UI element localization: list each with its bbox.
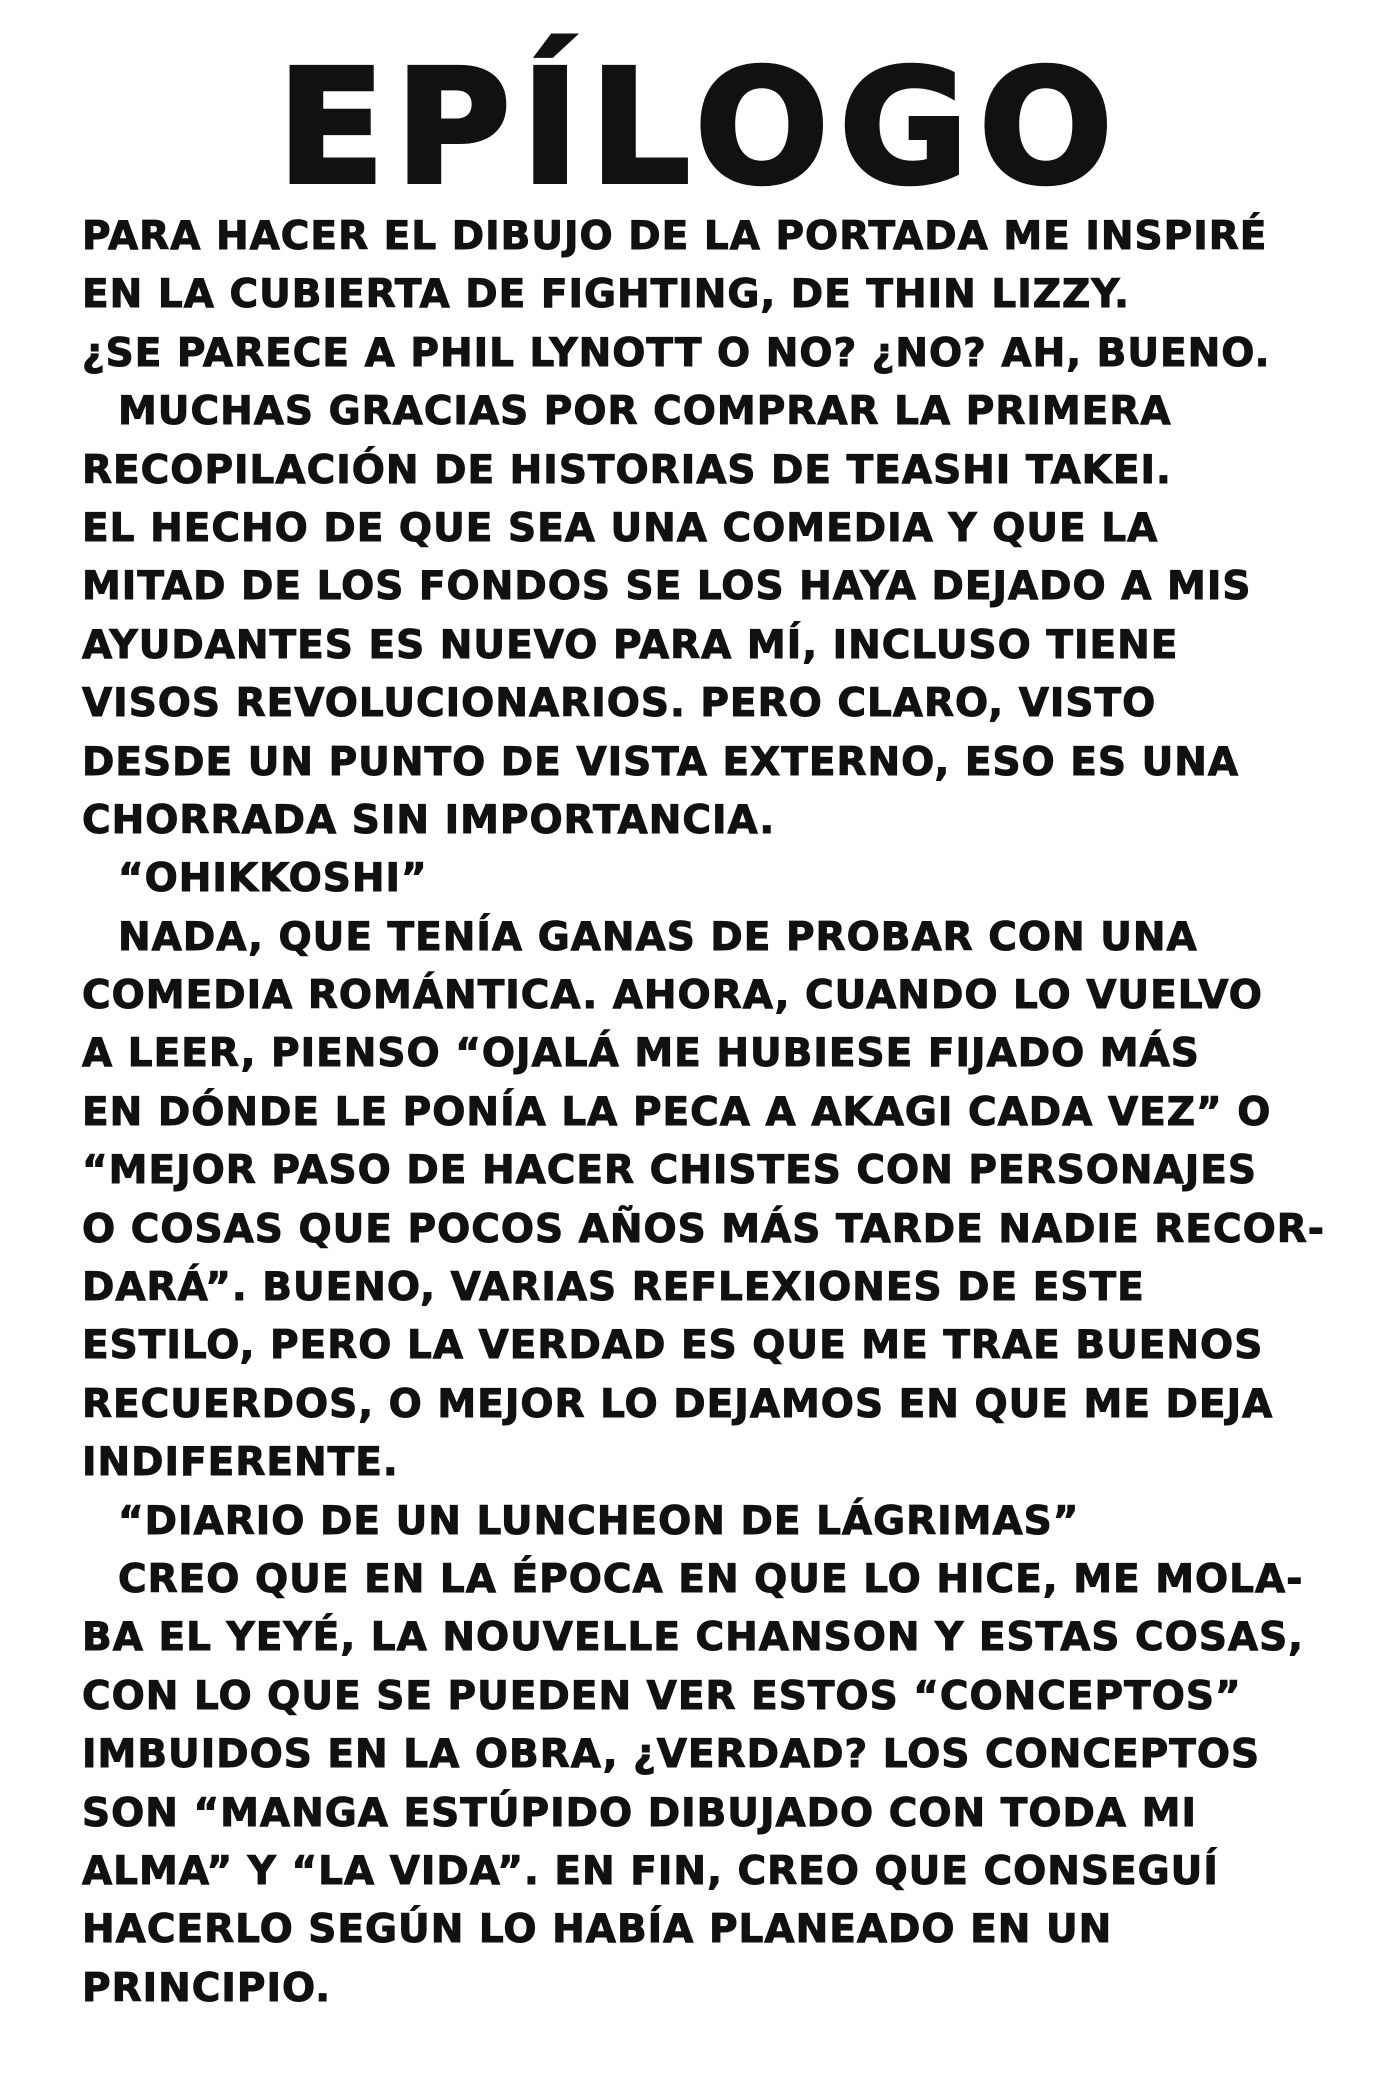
text-line: HACERLO SEGÚN LO HABÍA PLANEADO EN UN — [82, 1907, 1113, 1953]
section-heading-diario: “DIARIO DE UN LUNCHEON DE LÁGRIMAS” — [118, 1498, 1080, 1544]
text-line: EL HECHO DE QUE SEA UNA COMEDIA Y QUE LA — [82, 505, 1159, 551]
text-line: EN DÓNDE LE PONÍA LA PECA A AKAGI CADA VEZ” O — [82, 1089, 1272, 1135]
text-line: A LEER, PIENSO “OJALÁ ME HUBIESE FIJADO MÁS — [82, 1031, 1200, 1077]
text-line: CHORRADA SIN IMPORTANCIA. — [82, 797, 776, 843]
text-line: RECOPILACIÓN DE HISTORIAS DE TEASHI TAKEI. — [82, 447, 1172, 493]
text-line: IMBUIDOS EN LA OBRA, ¿VERDAD? LOS CONCEPTOS — [82, 1732, 1261, 1778]
text-line: ALMA” Y “LA VIDA”. EN FIN, CREO QUE CONSEGUÍ — [82, 1848, 1219, 1894]
text-line: PARA HACER EL DIBUJO DE LA PORTADA ME INSPIRÉ — [82, 214, 1268, 259]
text-line: MITAD DE LOS FONDOS SE LOS HAYA DEJADO A MIS — [82, 564, 1252, 610]
text-line: CREO QUE EN LA ÉPOCA EN QUE LO HICE, ME MOLA- — [118, 1556, 1304, 1602]
text-line: DARÁ”. BUENO, VARIAS REFLEXIONES DE ESTE — [82, 1265, 1145, 1311]
text-line: RECUERDOS, O MEJOR LO DEJAMOS EN QUE ME DEJA — [82, 1381, 1274, 1427]
text-line: EN LA CUBIERTA DE FIGHTING, DE THIN LIZZY. — [82, 272, 1130, 318]
section-heading-ohikkoshi: “OHIKKOSHI” — [118, 856, 428, 902]
text-line: CON LO QUE SE PUEDEN VER ESTOS “CONCEPTOS” — [82, 1673, 1242, 1719]
text-line: “MEJOR PASO DE HACER CHISTES CON PERSONAJES — [82, 1148, 1257, 1194]
text-line: PRINCIPIO. — [82, 1965, 332, 2011]
text-line: ESTILO, PERO LA VERDAD ES QUE ME TRAE BUENOS — [82, 1323, 1264, 1369]
epilogue-body — [82, 208, 1372, 2018]
text-line: SON “MANGA ESTÚPIDO DIBUJADO CON TODA MI — [82, 1790, 1197, 1836]
text-line: AYUDANTES ES NUEVO PARA MÍ, INCLUSO TIENE — [82, 622, 1179, 668]
text-line: COMEDIA ROMÁNTICA. AHORA, CUANDO LO VUELVO — [82, 973, 1263, 1019]
text-line: DESDE UN PUNTO DE VISTA EXTERNO, ESO ES UNA — [82, 739, 1240, 785]
text-line: MUCHAS GRACIAS POR COMPRAR LA PRIMERA — [118, 389, 1172, 435]
page-title: EPÍLOGO — [277, 36, 1123, 220]
text-line: VISOS REVOLUCIONARIOS. PERO CLARO, VISTO — [82, 681, 1157, 727]
text-line: BA EL YEYÉ, LA NOUVELLE CHANSON Y ESTAS COSAS, — [82, 1615, 1304, 1661]
text-line: INDIFERENTE. — [82, 1440, 399, 1486]
text-line: NADA, QUE TENÍA GANAS DE PROBAR CON UNA — [118, 914, 1198, 960]
text-line: O COSAS QUE POCOS AÑOS MÁS TARDE NADIE RECOR- — [82, 1206, 1325, 1252]
text-line: ¿SE PARECE A PHIL LYNOTT O NO? ¿NO? AH, BUENO. — [82, 330, 1271, 376]
